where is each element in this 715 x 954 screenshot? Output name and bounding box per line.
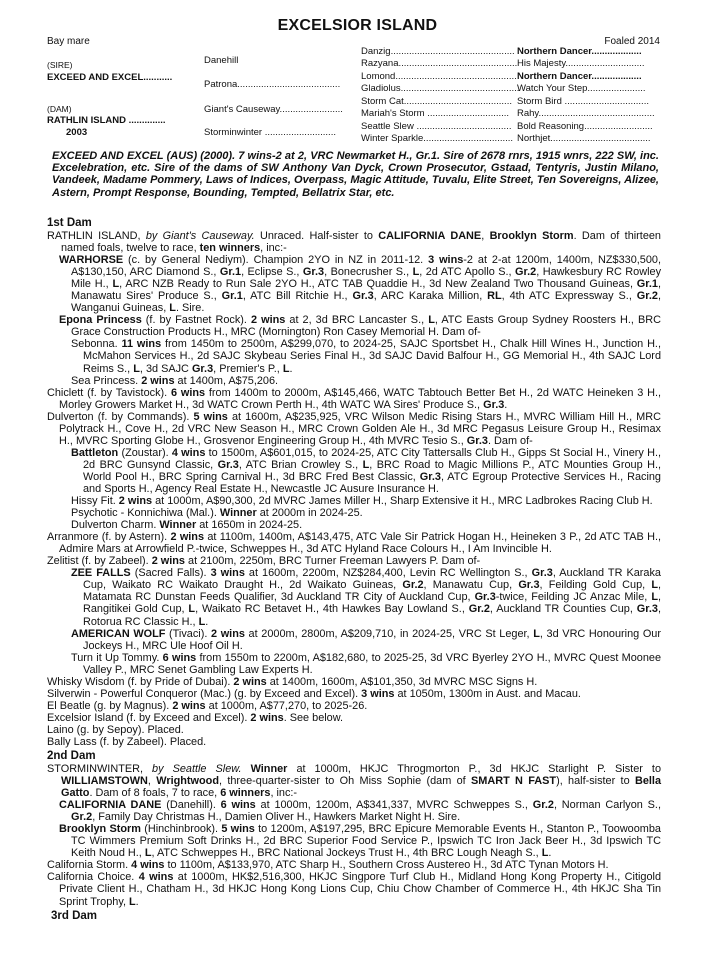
sire-summary: EXCEED AND EXCEL (AUS) (2000). 7 wins-2 at 2, VRC Newmarket H., Gr.1. Sire of 2678 rnrs, 1915 wnrs, 222 SW, inc. Excelebration, etc. Sire of the dams of SW Anthony Van Dyck, Crown Prosecutor, Gstaad, Tentyris, Justin Milano, Vandeek, Madame Pommery, Laws of Indices, Overpass, Magic Attitude, Tuvalu, Elite Street, Ten Sovereigns, Alizee, Astern, Prompt Response, Bounding, Tempted, Bellatrix Star, etc. [52,150,659,199]
produce-chiclett: Chiclett (f. by Tavistock). 6 wins from 1400m to 2000m, A$145,466, WATC Tabtouch Better Bet H., 2d WATC Heineken 3 H., Morley Growers Market H., 3d WATC Crown Perth H., 4th WATC WA Sires' Produce S., Gr.3. [47,386,661,411]
pedigree-table [0,46,715,146]
second-dam-heading: 2nd Dam [47,750,96,763]
grandprogeny-zee-falls: ZEE FALLS (Sacred Falls). 3 wins at 1600m, 2200m, NZ$284,400, Levin RC Wellington S., Gr.3, Auckland TR Karaka Cup, Waikato RC Waikato Draught H., 2d Waikato Guineas, Gr.2, Manawatu Cup, Gr.3, Feilding Gold Cup, L, Matamata RC Dunstan Feeds Qualifier, 3d Auckland TR City of Auckland Cup, Gr.3-twice, Feilding JC Anzac Mile, L, Rangitikei Gold Cup, L, Waikato RC Betavet H., 4th Hawkes Bay Lowland S., Gr.2, Auckland TR Counties Cup, Gr.3, Rotorua RC Classic H., L. [71,567,662,628]
produce-brooklyn-storm: Brooklyn Storm (Hinchinbrook). 5 wins to 1200m, A$197,295, BRC Epicure Memorable Events H., Stanton P., Toowoomba TC Wimmers Premium Soft Drinks H., 2d BRC Superior Food Service P., Ipswich TC Iron Jack Beer H., 3d Ipswich TC Keith Noud H., L, ATC Schweppes H., BRC National Jockeys Trust H., 4th BRC Lough Neagh S., L. [59,823,661,860]
g3-3: Watch Your Step...................... [517,83,646,94]
g3-5: Rahy............................................ [517,108,655,119]
produce-el-beatle: El Beatle (g. by Magnus). 2 wins at 1000m, A$77,270, to 2025-26. [47,699,368,712]
g2-3: Gladiolus............................................. [361,83,520,94]
colour-sex: Bay mare [47,36,90,47]
g2-2: Lomond.............................................. [361,71,517,82]
grandprogeny-american-wolf: AMERICAN WOLF (Tivaci). 2 wins at 2000m, 2800m, A$209,710, in 2024-25, VRC St Leger, L, 3d VRC Honouring Our Jockeys H., MRC Ule Hoof Oil H. [71,627,661,652]
produce-warhorse: WARHORSE (c. by General Nediym). Champion 2YO in NZ in 2011-12. 3 wins-2 at 2-at 1200m, 1400m, NZ$330,500, A$130,150, ARC Diamond S., Gr.1, Eclipse S., Gr.3, Bonecrusher S., L, 2d ATC Apollo S., Gr.2, Hawkesbury RC Rowley Mile H., L, ARC NZB Ready to Run Sale 2YO H., ATC TAB Quaddie H., 3d New Zealand Two Thousand Guineas, Gr.1, Manawatu Sires' Produce S., Gr.1, ATC Bill Ritchie H., Gr.3, ARC Karaka Million, RL, 4th ATC Expressway S., Gr.2, Wanganui Guineas, L. Sire. [59,254,662,315]
dam-year: 2003 [66,127,88,138]
produce-arranmore: Arranmore (f. by Astern). 2 wins at 1100m, 1400m, A$143,475, ATC Vale Sir Patrick Hogan H., Heineken 3 P., 2d ATC TAB H., Admire Mars at Arrowfield P.-twice, Schweppes H., 3d ATC Hyland Race Colours H., I Am Invincible H. [47,531,661,556]
grandprogeny-psychotic: Psychotic - Konnichiwa (Mal.). Winner at 2000m in 2024-25. [71,507,363,520]
g2-6: Seattle Slew .................................... [361,121,512,132]
g2-0: Danzig............................................... [361,46,515,57]
third-dam-heading: 3rd Dam [51,909,98,922]
g3-2: Northern Dancer................... [517,71,642,82]
dam-label: (DAM) [47,104,72,114]
first-dam-paragraph: RATHLIN ISLAND, by Giant's Causeway. Unraced. Half-sister to CALIFORNIA DANE, Brooklyn Storm. Dam of thirteen named foals, twelve to race, ten winners, inc:- [47,230,661,255]
g3-4: Storm Bird ................................ [517,96,649,107]
grandprogeny-turn-it-up-tommy: Turn it Up Tommy. 6 wins from 1550m to 2200m, A$182,680, to 2025-25, 3d VRC Byerley 2YO H., MVRC Quest Moonee Valley P., MRC Senet Gambling Law Experts H. [71,651,661,676]
second-dam-paragraph: STORMINWINTER, by Seattle Slew. Winner at 1000m, HKJC Throgmorton P., 3d HKJC Starlight P. Sister to WILLIAMSTOWN, Wrightwood, three-quarter-sister to Oh Miss Sophie (dam of SMART N FAST), half-sister to Bella Gatto. Dam of 8 foals, 7 to race, 6 winners, inc:- [47,763,661,800]
produce-california-dane: CALIFORNIA DANE (Danehill). 6 wins at 1000m, 1200m, A$341,337, MVRC Schweppes S., Gr.2, Norman Carlyon S., Gr.2, Family Day Christmas H., Damien Oliver H., Hawkers Market Night H. Sire. [59,799,661,824]
grandprogeny-dulverton-charm: Dulverton Charm. Winner at 1650m in 2024-25. [71,519,303,532]
g1-sire-sire: Danehill [204,55,239,66]
produce-epona-princess: Epona Princess (f. by Fastnet Rock). 2 wins at 2, 3d BRC Lancaster S., L, ATC Easts Group Sydney Roosters H., BRC Grace Construction Products H., MRC (Mornington) Ron Casey Memorial H. Dam of- [59,314,661,339]
g3-1: His Majesty.............................. [517,58,645,69]
g3-6: Bold Reasoning.......................... [517,121,653,132]
foaled-year: Foaled 2014 [604,36,660,47]
grandprogeny-hissy-fit: Hissy Fit. 2 wins at 1000m, A$90,300, 2d MVRC James Miller H., Sharp Extensive it H., MRC Ladbrokes Racing Club H. [71,495,653,508]
g2-7: Winter Sparkle.................................. [361,133,514,144]
g1-sire-dam: Patrona....................................... [204,79,341,90]
grandprogeny-sea-princess: Sea Princess. 2 wins at 1400m, A$75,206. [71,374,279,387]
dam-name: RATHLIN ISLAND .............. [47,115,166,126]
grandprogeny-battleton: Battleton (Zoustar). 4 wins to 1500m, A$601,015, to 2024-25, ATC City Tattersalls Club H., Gipps St Social H., Vinery H., 2d BRC Gunsynd Classic, Gr.3, ATC Brian Crowley S., L, BRC Road to Magic Millions P., ATC Mounties Group H., World Pool H., BRC Spring Carnival H., 3d BRC Fred Best Classic, Gr.3, ATC Egroup Protective Services H., Racing and Sports H., Agency Real Estate H., Newcastle JC Ausure Insurance H. [71,446,661,495]
produce-california-storm: California Storm. 4 wins to 1100m, A$133,970, ATC Sharp H., Southern Cross Austereo H., 3d ATC Tynan Motors H. [47,859,609,872]
produce-zelitist: Zelitist (f. by Zabeel). 2 wins at 2100m, 2250m, BRC Turner Freeman Lawyers P. Dam of- [47,555,481,568]
g2-1: Razyana............................................. [361,58,518,69]
sire-label: (SIRE) [47,60,73,70]
produce-whisky-wisdom: Whisky Wisdom (f. by Pride of Dubai). 2 wins at 1400m, 1600m, A$101,350, 3d MVRC MSC Signs H. [47,675,538,688]
produce-dulverton: Dulverton (f. by Commands). 5 wins at 1600m, A$235,925, VRC Wilson Medic Rising Stars H., MVRC William Hill H., MRC Polytrack H., Cove H., 2d VRC New Season H., MRC Crown Golden Ale H., 3d MRC Pegasus Leisure Group H., Resimax H., MVRC Sporting Globe H., Grosvenor Engineering Group H., 4th MVRC Tesio S., Gr.3. Dam of- [47,410,661,447]
g2-5: Mariah's Storm ............................... [361,108,510,119]
horse-title: EXCELSIOR ISLAND [277,17,438,34]
produce-excelsior-island: Excelsior Island (f. by Exceed and Excel). 2 wins. See below. [47,711,344,724]
produce-record [47,217,661,923]
g1-dam-dam: Storminwinter ........................... [204,127,336,138]
produce-bally-lass: Bally Lass (f. by Zabeel). Placed. [47,735,207,748]
produce-laino: Laino (g. by Sepoy). Placed. [47,723,184,736]
g3-7: Northjet...................................... [517,133,651,144]
grandprogeny-sebonna: Sebonna. 11 wins from 1450m to 2500m, A$299,070, to 2024-25, SAJC Sportsbet H., Chalk Hill Wines H., Junction H., McMahon Services H., 2d SAJC Skybeau Series Final H., 3d SAJC David Balfour H., GG Memorial H., 4th SAJC Lord Reims S., L, 3d SAJC Gr.3, Premier's P., L. [71,338,661,375]
first-dam-heading: 1st Dam [47,217,92,229]
sire-name: EXCEED AND EXCEL........... [47,72,173,83]
g2-4: Storm Cat......................................... [361,96,512,107]
produce-silverwin: Silverwin - Powerful Conqueror (Mac.) (g. by Exceed and Excel). 3 wins at 1050m, 1300m in Aust. and Macau. [47,687,581,700]
g3-0: Northern Dancer................... [517,46,642,57]
g1-dam-sire: Giant's Causeway........................ [204,104,343,115]
produce-california-choice: California Choice. 4 wins at 1000m, HK$2,516,300, HKJC Singpore Turf Club H., Midland Hong Kong Property H., Citigold Private Client H., Chatham H., 3d HKJC Hong Kong Lions Cup, Chiu Chow Chamber of Commerce H., 4th HKJC Sha Tin Sprint Trophy, L. [47,871,661,908]
